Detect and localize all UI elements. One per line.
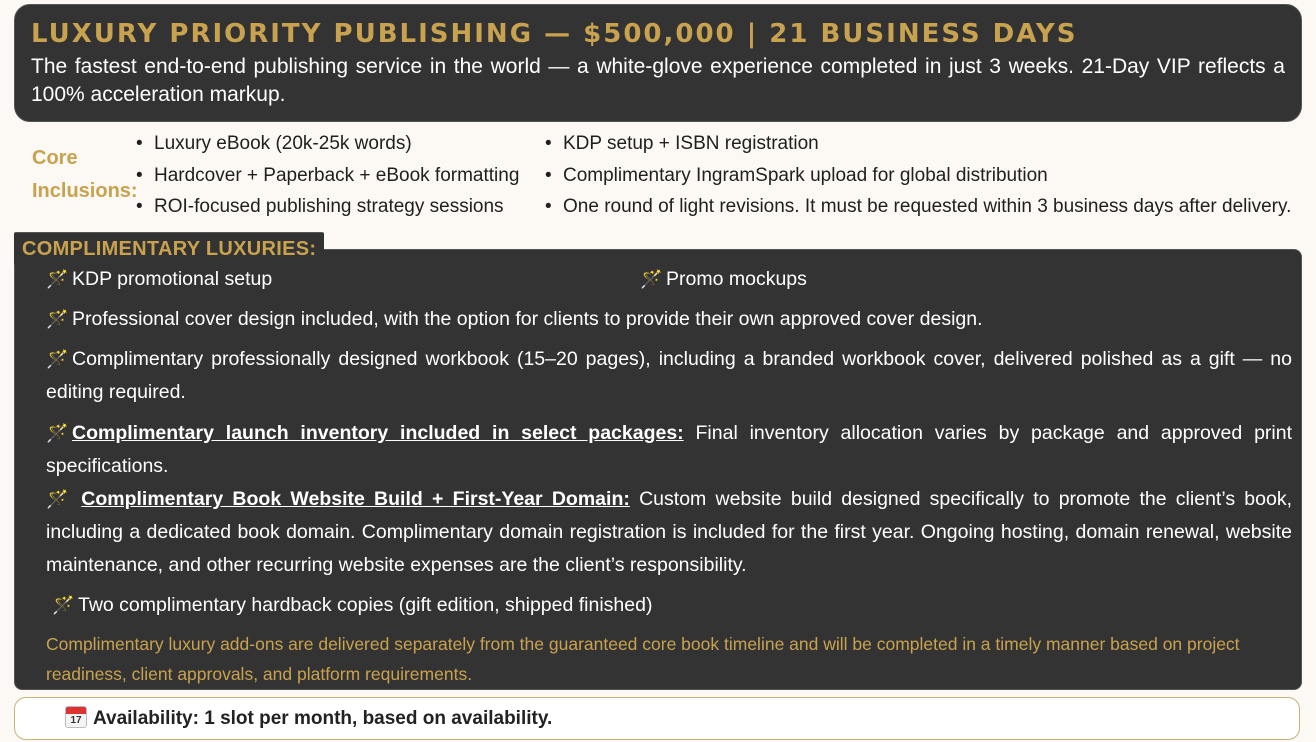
header-banner [14,4,1302,122]
calendar-icon: 17 [65,706,87,728]
luxury-item-workbook: 🪄 Complimentary professionally designed workbook (15–20 pages), including a branded workbook cover, delivered polished as a gift — no editing required. [46,343,1292,409]
magic-wand-icon: 🪄 [46,423,69,443]
luxury-item-kdp: 🪄 KDP promotional setup [46,263,272,296]
magic-wand-icon: 🪄 [640,269,663,289]
availability-bar [14,697,1300,740]
core-inclusions-left-list [136,128,519,223]
luxury-item-cover: 🪄 Professional cover design included, with the option for clients to provide their own approved cover design. [46,303,1292,336]
list-item: • Hardcover + Paperback + eBook formatting [136,160,519,192]
bullet-dot: • [136,133,143,154]
page-title: LUXURY PRIORITY PUBLISHING — $500,000 | 21 BUSINESS DAYS [31,19,1078,49]
magic-wand-icon: 🪄 [52,595,75,615]
list-item: • Complimentary IngramSpark upload for global distribution [545,160,1291,192]
luxuries-note: Complimentary luxury add-ons are delivered separately from the guaranteed core book timeline and will be completed in a timely manner based on project readiness, client approvals, and platform requirements. [46,634,1240,684]
list-item: • ROI-focused publishing strategy sessions [136,191,519,223]
bullet-dot: • [545,164,552,186]
luxury-item-inventory: 🪄 Complimentary launch inventory included in select packages: Final inventory allocation varies by package and approved print specifications. [46,417,1292,483]
magic-wand-icon: 🪄 [46,349,69,369]
core-inclusions-right-list [545,128,1291,223]
magic-wand-icon: 🪄 [46,269,69,289]
bullet-dot: • [136,164,143,186]
website-title: Complimentary Book Website Build + First-Year Domain: [81,488,630,510]
luxury-item-website: 🪄 Complimentary Book Website Build + First-Year Domain: Custom website build designed specifically to promote the client’s book, including a dedicated book domain. Complimentary domain registration is included for the first year. Ongoing hosting, domain renewal, website maintenance, and other recurring website expenses are the client’s responsibility. [46,483,1292,582]
complimentary-luxuries-heading: COMPLIMENTARY LUXURIES: [14,232,324,265]
inventory-title: Complimentary launch inventory included in select packages: [72,422,684,444]
core-inclusions-label: Core Inclusions: [32,147,138,202]
availability-text: Availability: 1 slot per month, based on availability. [93,708,553,729]
core-inclusions-section [14,128,1314,224]
magic-wand-icon: 🪄 [46,489,69,509]
luxury-item-mockups: 🪄 Promo mockups [640,263,807,296]
list-item: • Luxury eBook (20k-25k words) [136,128,519,160]
bullet-dot: • [545,133,552,154]
list-item: • One round of light revisions. It must be requested within 3 business days after delivery. [545,191,1291,223]
luxury-item-hardback: 🪄 Two complimentary hardback copies (gift edition, shipped finished) [52,589,652,622]
page-description: The fastest end-to-end publishing service in the world — a white-glove experience completed in just 3 weeks. 21-Day VIP reflects a 100% acceleration markup. [31,55,1285,106]
list-item: • KDP setup + ISBN registration [545,128,1291,160]
bullet-dot: • [545,196,552,217]
bullet-dot: • [136,196,143,217]
magic-wand-icon: 🪄 [46,309,69,329]
